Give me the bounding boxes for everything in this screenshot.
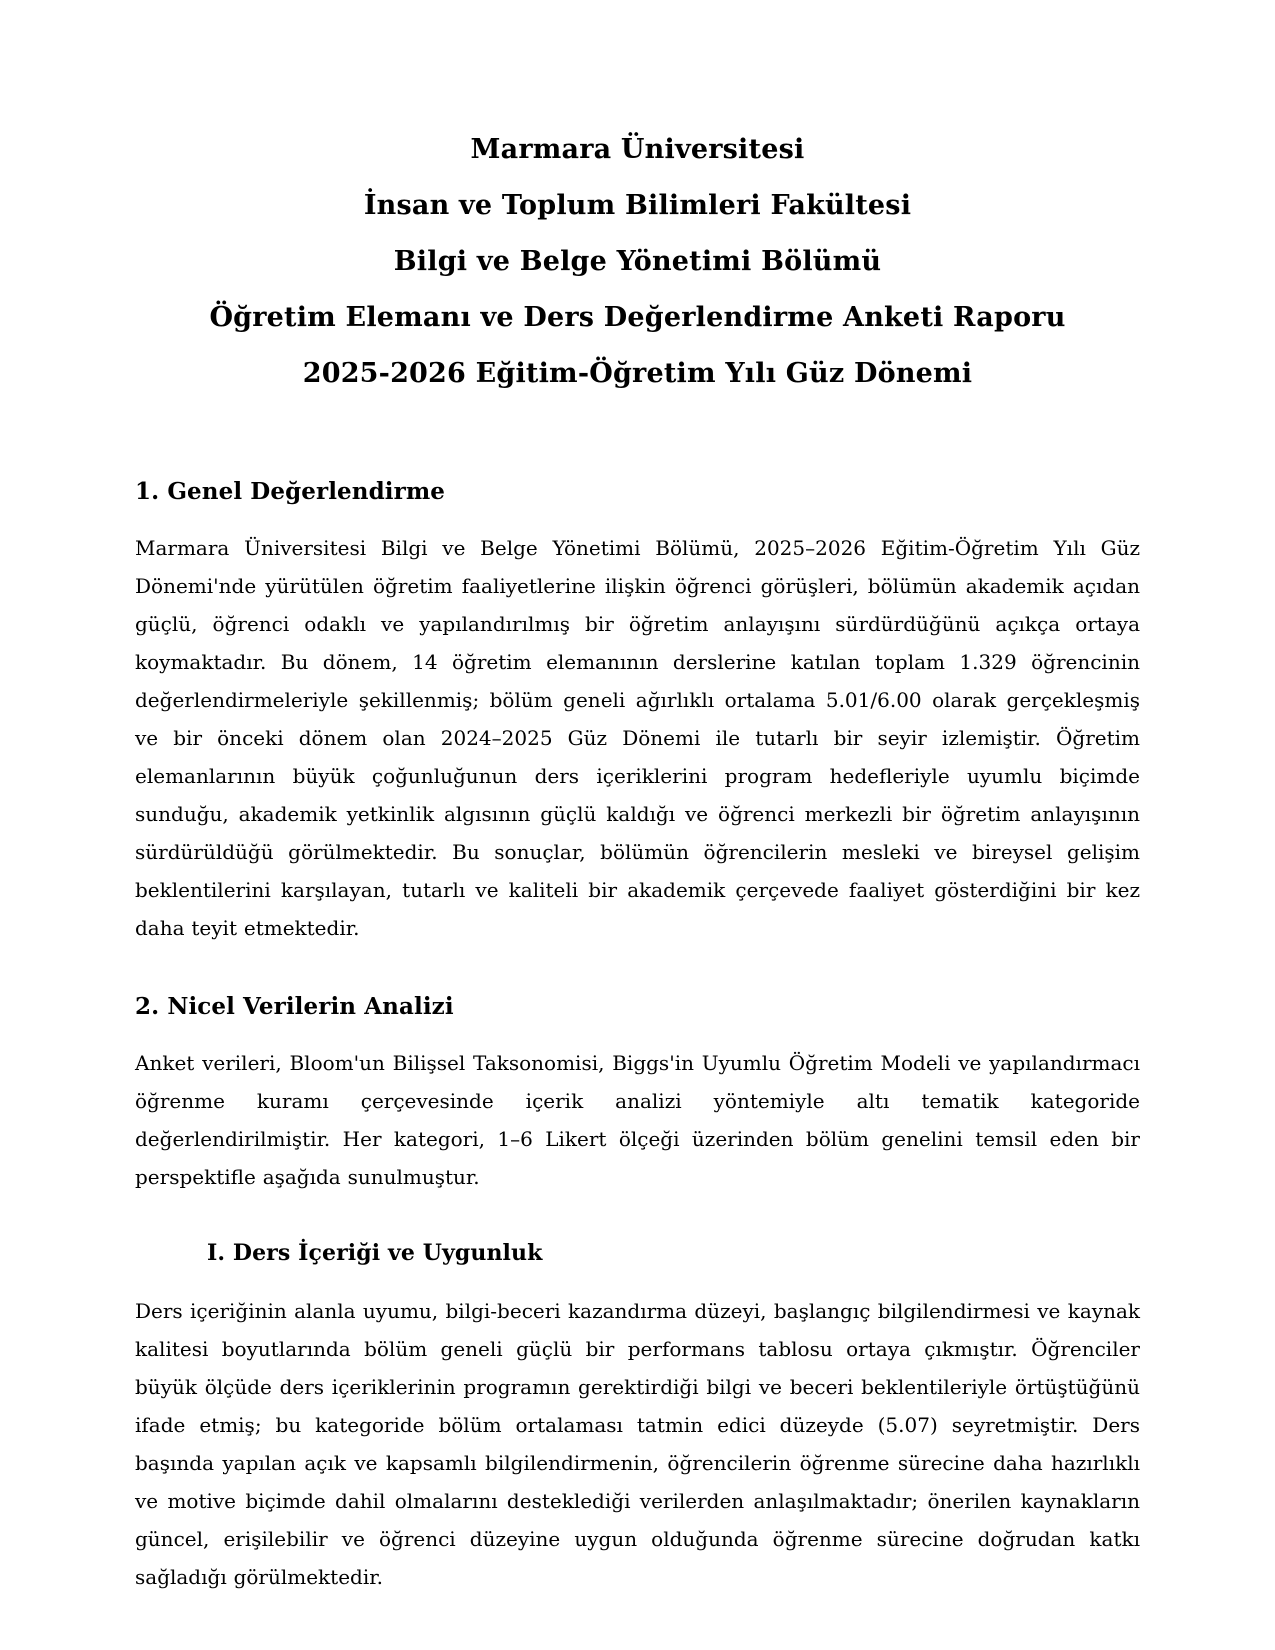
title-line-department: Bilgi ve Belge Yönetimi Bölümü	[393, 246, 882, 277]
title-line-university: Marmara Üniversitesi	[470, 134, 805, 165]
title-line-term: 2025-2026 Eğitim-Öğretim Yılı Güz Dönemi	[302, 358, 973, 389]
subsection-ders-icerigi-paragraph: Ders içeriğinin alanla uyumu, bilgi-beceri kazandırma düzeyi, başlangıç bilgilendirmesi ve kaynak kalitesi boyutlarında bölüm geneli güçlü bir performans tablosu ortaya çıkmıştır. Öğrenciler büyük ölçüde ders içeriklerinin programın gerektirdiği bilgi ve beceri beklentileriyle örtüştüğünü ifade etmiş; bu kategoride bölüm ortalaması tatmin edici düzeyde (5.07) seyretmiştir. Ders başında yapılan açık ve kapsamlı bilgilendirmenin, öğrencilerin öğrenme sürecine daha hazırlıklı ve motive biçimde dahil olmalarını desteklediği verilerden anlaşılmaktadır; önerilen kaynakların güncel, erişilebilir ve öğrenci düzeyine uygun olduğunda öğrenme sürecine doğrudan katkı sağladığı görülmektedir.	[135, 1299, 1140, 1589]
section-genel-degerlendirme	[135, 478, 1140, 947]
section-2-paragraph: Anket verileri, Bloom'un Bilişsel Taksonomisi, Biggs'in Uyumlu Öğretim Modeli ve yapılandırmacı öğrenme kuramı çerçevesinde içerik analizi yöntemiyle altı tematik kategoride değerlendirilmiştir. Her kategori, 1–6 Likert ölçeği üzerinden bölüm genelini temsil eden bir perspektifle aşağıda sunulmuştur.	[135, 1051, 1140, 1189]
subsection-ders-icerigi-heading: I. Ders İçeriği ve Uygunluk	[207, 1240, 543, 1266]
section-1-heading: 1. Genel Değerlendirme	[135, 478, 446, 505]
section-2-heading: 2. Nicel Verilerin Analizi	[135, 993, 454, 1020]
section-1-paragraph: Marmara Üniversitesi Bilgi ve Belge Yönetimi Bölümü, 2025–2026 Eğitim-Öğretim Yılı Güz Dönemi'nde yürütülen öğretim faaliyetlerine ilişkin öğrenci görüşleri, bölümün akademik açıdan güçlü, öğrenci odaklı ve yapılandırılmış bir öğretim anlayışını sürdürdüğünü açıkça ortaya koymaktadır. Bu dönem, 14 öğretim elemanının derslerine katılan toplam 1.329 öğrencinin değerlendirmeleriyle şekillenmiş; bölüm geneli ağırlıklı ortalama 5.01/6.00 olarak gerçekleşmiş ve bir önceki dönem olan 2024–2025 Güz Dönemi ile tutarlı bir seyir izlemiştir. Öğretim elemanlarının büyük çoğunluğunun ders içeriklerini program hedefleriyle uyumlu biçimde sunduğu, akademik yetkinlik algısının güçlü kaldığı ve öğrenci merkezli bir öğretim anlayışının sürdürüldüğü görülmektedir. Bu sonuçlar, bölümün öğrencilerin mesleki ve bireysel gelişim beklentilerini karşılayan, tutarlı ve kaliteli bir akademik çerçevede faaliyet gösterdiğini bir kez daha teyit etmektedir.	[135, 536, 1140, 940]
title-line-faculty: İnsan ve Toplum Bilimleri Fakültesi	[363, 190, 912, 221]
title-line-report-name: Öğretim Elemanı ve Ders Değerlendirme Anketi Raporu	[209, 302, 1066, 333]
section-nicel-verilerin-analizi	[135, 993, 1140, 1596]
report-title-block	[135, 122, 1140, 402]
